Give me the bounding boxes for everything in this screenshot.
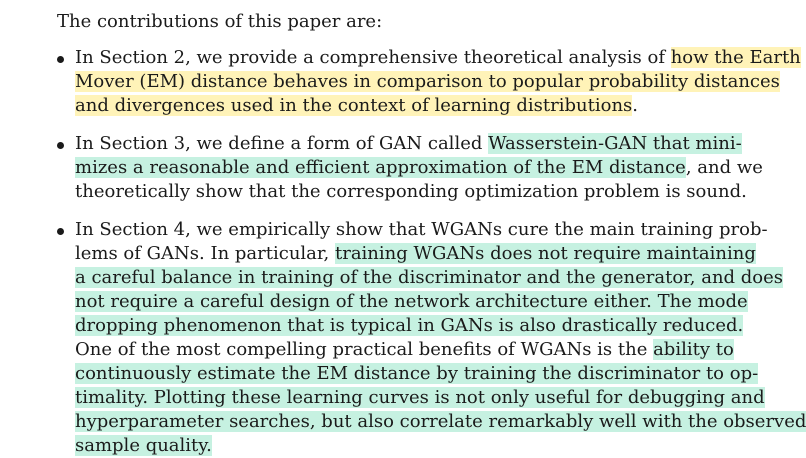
body-text: In Section 3, we define a form of GAN called xyxy=(75,133,489,154)
contributions-intro: The contributions of this paper are: xyxy=(57,11,383,32)
highlighted-text: a careful balance in training of the discriminator and the generator, and does xyxy=(75,267,784,288)
text-line xyxy=(75,386,765,410)
highlighted-text: sample quality. xyxy=(75,435,212,456)
text-line xyxy=(75,434,720,458)
body-text: In Section 2, we provide a comprehensive theoretical analysis of xyxy=(75,47,671,68)
text-line xyxy=(75,94,720,118)
text-line xyxy=(75,290,748,314)
highlighted-text: Wasserstein-GAN that mini- xyxy=(488,133,742,154)
body-text: , and we xyxy=(685,157,763,178)
text-line xyxy=(75,218,768,242)
text-line xyxy=(75,46,801,70)
highlighted-text: not require a careful design of the network architecture either. The mode xyxy=(75,291,748,312)
text-line xyxy=(75,242,756,266)
highlighted-text: and divergences used in the context of learning distributions xyxy=(75,95,633,116)
text-line xyxy=(75,410,806,434)
highlighted-text: mizes a reasonable and efficient approximation of the EM distance xyxy=(75,157,686,178)
highlighted-text: ability to xyxy=(653,339,734,360)
bullet-dot-icon xyxy=(57,56,64,63)
highlighted-text: dropping phenomenon that is typical in GANs is also drastically reduced. xyxy=(75,315,744,336)
body-text: lems of GANs. In particular, xyxy=(75,243,335,264)
highlighted-text: training WGANs does not require maintaining xyxy=(334,243,756,264)
text-line xyxy=(75,338,734,362)
text-line xyxy=(75,70,780,94)
body-text: In Section 4, we empirically show that WGANs cure the main training prob- xyxy=(75,219,768,240)
highlighted-text: Mover (EM) distance behaves in comparison to popular probability distances xyxy=(75,71,780,92)
text-line xyxy=(75,314,744,338)
highlighted-text: hyperparameter searches, but also correlate remarkably well with the observed xyxy=(75,411,806,432)
body-text: . xyxy=(632,95,639,116)
body-text: One of the most compelling practical benefits of WGANs is the xyxy=(75,339,654,360)
text-line xyxy=(75,266,784,290)
bullet-dot-icon xyxy=(57,228,64,235)
highlighted-text: how the Earth xyxy=(670,47,801,68)
text-line xyxy=(75,180,747,204)
body-text: theoretically show that the corresponding optimization problem is sound. xyxy=(75,181,747,202)
text-line xyxy=(75,156,763,180)
text-line xyxy=(75,362,759,386)
highlighted-text: continuously estimate the EM distance by training the discriminator to op- xyxy=(75,363,759,384)
text-line xyxy=(75,132,742,156)
highlighted-text: timality. Plotting these learning curves is not only useful for debugging and xyxy=(75,387,765,408)
bullet-dot-icon xyxy=(57,142,64,149)
